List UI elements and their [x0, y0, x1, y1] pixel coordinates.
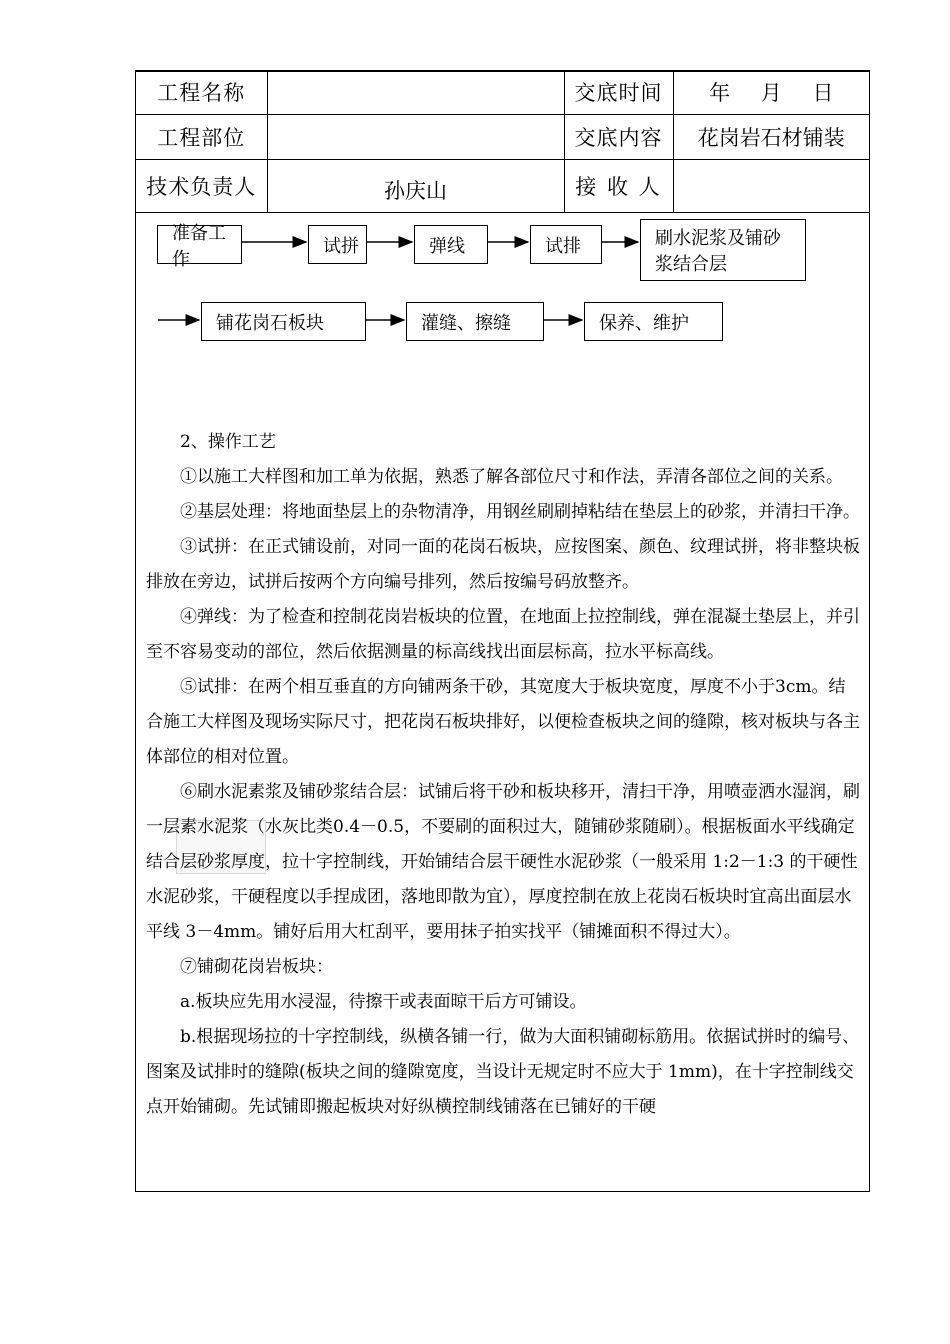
date-year: 年 [709, 81, 731, 105]
receiver-label: 接 收 人 [564, 160, 673, 213]
flow-step-maintenance: 保养、维护 [584, 302, 723, 341]
project-part-label: 工程部位 [136, 115, 267, 160]
tech-lead-value: 孙庆山 [267, 160, 564, 213]
paragraph-4: ④弹线：为了检查和控制花岗岩板块的位置，在地面上拉控制线，弹在混凝土垫层上，并引至不容易变动的部位，然后依据测量的标高线找出面层标高，拉水平标高线。 [146, 607, 860, 662]
paragraph-7: ⑦铺砌花岗岩板块： [180, 957, 333, 977]
date-day: 日 [812, 81, 834, 105]
handover-content-value: 花岗岩石材铺装 [673, 115, 869, 160]
flow-step-mortar-bed-line2: 浆结合层 [655, 254, 727, 275]
handover-content-label: 交底内容 [564, 115, 673, 160]
flow-step-trial-fit: 试拼 [308, 225, 367, 264]
flow-step-mortar-bed [640, 219, 806, 281]
section-title: 2、操作工艺 [180, 432, 276, 452]
flow-step-prepare: 准备工作 [157, 225, 242, 264]
project-name-label: 工程名称 [136, 70, 267, 115]
handover-time-label: 交底时间 [564, 70, 673, 115]
flow-step-lay-granite: 铺花岗石板块 [201, 302, 366, 341]
flow-step-grout: 灌缝、擦缝 [406, 302, 544, 341]
body-text [146, 425, 860, 1125]
paragraph-8: a.板块应先用水浸湿，待擦干或表面晾干后方可铺设。 [180, 992, 587, 1012]
paragraph-3: ③试拼：在正式铺设前，对同一面的花岗石板块，应按图案、颜色、纹理试拼，将非整块板排放在旁边，试拼后按两个方向编号排列，然后按编号码放整齐。 [146, 537, 860, 592]
flow-step-snap-line: 弹线 [414, 225, 488, 264]
paragraph-6: ⑥刷水泥素浆及铺砂浆结合层：试铺后将干砂和板块移开，清扫干净，用喷壶洒水湿润，刷一层素水泥浆（水灰比类0.4－0.5，不要刷的面积过大，随铺砂浆随刷）。根据板面水平线确定结合层砂浆厚度，拉十字控制线，开始铺结合层干硬性水泥砂浆（一般采用 1:2－1:3 的干硬性水泥砂浆，干硬程度以手捏成团，落地即散为宜），厚度控制在放上花岗石板块时宜高出面层水平线 3－4mm。铺好后用大杠刮平，要用抹子拍实找平（铺摊面积不得过大）。 [146, 782, 860, 942]
date-month: 月 [760, 81, 782, 105]
paragraph-2: ②基层处理：将地面垫层上的杂物清净，用钢丝刷刷掉粘结在垫层上的砂浆，并清扫干净。 [180, 502, 860, 522]
paragraph-5: ⑤试排：在两个相互垂直的方向铺两条干砂，其宽度大于板块宽度，厚度不小于3cm。结合施工大样图及现场实际尺寸，把花岗石板块排好，以便检查板块之间的缝隙，核对板块与各主体部位的相对位置。 [146, 677, 860, 767]
flow-step-trial-layout: 试排 [530, 225, 602, 264]
flow-step-mortar-bed-line1: 刷水泥浆及铺砂 [655, 228, 781, 249]
paragraph-1: ①以施工大样图和加工单为依据，熟悉了解各部位尺寸和作法，弄清各部位之间的关系。 [180, 467, 843, 487]
handover-sheet [135, 70, 870, 1192]
paragraph-9: b.根据现场拉的十字控制线，纵横各铺一行，做为大面积铺砌标筋用。依据试拼时的编号、图案及试排时的缝隙(板块之间的缝隙宽度，当设计无规定时不应大于 1mm)，在十字控制线交点开始铺砌。先试铺即搬起板块对好纵横控制线铺落在已铺好的干硬 [146, 1027, 860, 1117]
tech-lead-label: 技术负责人 [136, 160, 267, 213]
